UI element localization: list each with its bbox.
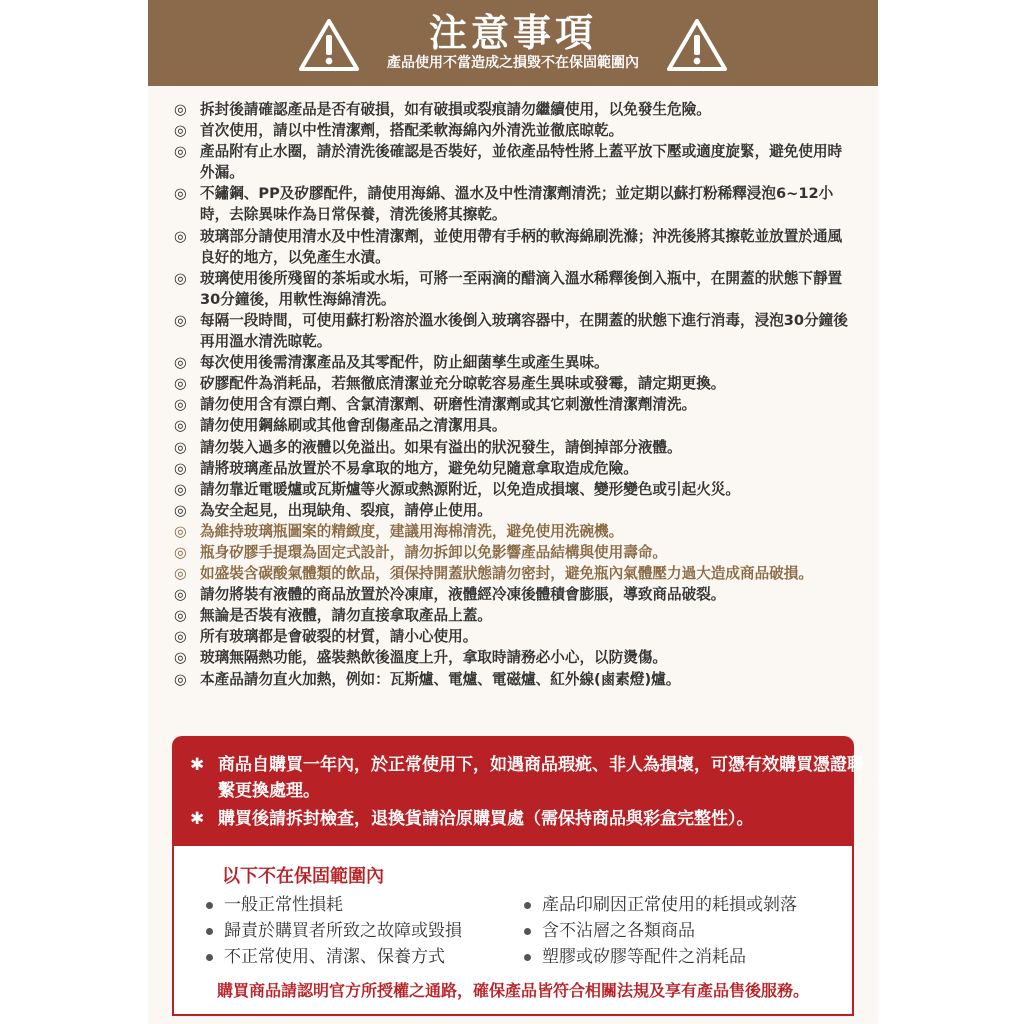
precaution-item bbox=[174, 120, 854, 141]
precaution-text: 首次使用，請以中性清潔劑，搭配柔軟海綿內外清洗並徹底晾乾。 bbox=[200, 122, 624, 140]
authorized-channel-note: 購買商品請認明官方所授權之通路，確保產品皆符合相關法規及享有產品售後服務。 bbox=[216, 981, 809, 1000]
exclusion-text: 不正常使用、清潔、保養方式 bbox=[224, 947, 445, 967]
precaution-item bbox=[174, 479, 854, 500]
precaution-text: 玻璃無隔熱功能，盛裝熱飲後溫度上升，拿取時請務必小心，以防燙傷。 bbox=[200, 649, 668, 667]
precaution-item bbox=[174, 310, 854, 352]
circle-marker-icon: ◎ bbox=[174, 311, 187, 329]
precaution-text: 為安全起見，出現缺角、裂痕，請停止使用。 bbox=[200, 501, 492, 519]
precaution-item bbox=[174, 669, 854, 690]
asterisk-icon: ✱ bbox=[190, 809, 205, 829]
precaution-item bbox=[174, 183, 854, 225]
exclusion-text: 含不沾層之各類商品 bbox=[542, 921, 695, 941]
warranty-item bbox=[190, 806, 868, 832]
precaution-item bbox=[174, 373, 854, 394]
precaution-item bbox=[174, 647, 854, 668]
exclusion-text: 產品印刷因正常使用的耗損或剝落 bbox=[542, 895, 797, 915]
precaution-item bbox=[174, 99, 854, 120]
header-banner bbox=[148, 0, 878, 86]
circle-marker-icon: ◎ bbox=[174, 101, 187, 118]
exclusion-item bbox=[522, 892, 797, 918]
warranty-item-text: 商品自購買一年內，於正常使用下，如遇商品瑕疵、非人為損壞，可憑有效購買憑證聯繫更換處理。 bbox=[218, 755, 864, 801]
precaution-item bbox=[174, 437, 854, 458]
precaution-text: 如盛裝含碳酸氣體類的飲品，須保持開蓋狀態請勿密封，避免瓶內氣體壓力過大造成商品破損。 bbox=[200, 565, 813, 583]
exclusion-item bbox=[204, 918, 462, 944]
warranty-item-text: 購買後請拆封檢查，退換貨請洽原購買處（需保持商品與彩盒完整性）。 bbox=[218, 809, 754, 829]
circle-marker-icon: ◎ bbox=[174, 480, 187, 498]
precaution-item bbox=[174, 226, 854, 268]
asterisk-icon: ✱ bbox=[190, 755, 205, 775]
circle-marker-icon: ◎ bbox=[174, 143, 187, 161]
circle-marker-icon: ◎ bbox=[174, 607, 187, 625]
precaution-item bbox=[174, 141, 854, 183]
bullet-icon bbox=[524, 928, 531, 935]
precaution-text: 本產品請勿直火加熱，例如：瓦斯爐、電爐、電磁爐、紅外線(鹵素燈)爐。 bbox=[200, 670, 681, 688]
exclusions-right-column bbox=[522, 892, 797, 970]
bullet-icon bbox=[524, 902, 531, 909]
exclusion-text: 塑膠或矽膠等配件之消耗品 bbox=[542, 947, 746, 967]
precaution-text: 不鏽鋼、PP及矽膠配件，請使用海綿、溫水及中性清潔劑清洗；並定期以蘇打粉稀釋浸泡6~12小時，去除異味作為日常保養，清洗後將其擦乾。 bbox=[200, 185, 834, 224]
precaution-text: 產品附有止水圈，請於清洗後確認是否裝好，並依產品特性將上蓋平放下壓或適度旋緊，避免使用時外漏。 bbox=[200, 143, 843, 182]
circle-marker-icon: ◎ bbox=[174, 459, 187, 477]
notice-card bbox=[148, 0, 878, 1024]
precaution-text: 請勿靠近電暖爐或瓦斯爐等火源或熱源附近，以免造成損壞、變形變色或引起火災。 bbox=[200, 480, 740, 498]
exclusion-item bbox=[522, 918, 797, 944]
precaution-text: 請勿將裝有液體的商品放置於冷凍庫，液體經冷凍後體積會膨脹，導致商品破裂。 bbox=[200, 586, 726, 604]
precaution-item bbox=[174, 542, 854, 563]
precaution-text: 請將玻璃產品放置於不易拿取的地方，避免幼兒隨意拿取造成危險。 bbox=[200, 459, 638, 477]
exclusions-panel bbox=[172, 846, 854, 1016]
circle-marker-icon: ◎ bbox=[174, 396, 187, 414]
exclusion-text: 歸責於購買者所致之故障或毀損 bbox=[224, 921, 462, 941]
circle-marker-icon: ◎ bbox=[174, 269, 187, 287]
circle-marker-icon: ◎ bbox=[174, 565, 187, 583]
circle-marker-icon: ◎ bbox=[174, 375, 187, 393]
precaution-text: 拆封後請確認產品是否有破損，如有破損或裂痕請勿繼續使用，以免發生危險。 bbox=[200, 101, 711, 118]
exclusions-left-column bbox=[204, 892, 462, 970]
circle-marker-icon: ◎ bbox=[174, 501, 187, 519]
precaution-item bbox=[174, 584, 854, 605]
circle-marker-icon: ◎ bbox=[174, 122, 187, 140]
page-title: 注意事項 bbox=[428, 11, 597, 55]
precaution-text: 矽膠配件為消耗品，若無徹底清潔並充分晾乾容易產生異味或發霉，請定期更換。 bbox=[200, 375, 726, 393]
bullet-icon bbox=[206, 954, 213, 961]
precaution-item bbox=[174, 626, 854, 647]
exclusions-heading: 以下不在保固範圍內 bbox=[222, 866, 384, 887]
precaution-item bbox=[174, 521, 854, 542]
bullet-icon bbox=[524, 954, 531, 961]
warranty-panel bbox=[172, 736, 864, 846]
precaution-text: 請勿使用鋼絲刷或其他會刮傷產品之清潔用具。 bbox=[200, 417, 507, 435]
precaution-text: 玻璃使用後所殘留的茶垢或水垢，可將一至兩滴的醋滴入溫水稀釋後倒入瓶中，在開蓋的狀態下靜置30分鐘後，用軟性海綿清洗。 bbox=[200, 269, 843, 308]
precaution-text: 每次使用後需清潔產品及其零配件，防止細菌孳生或產生異味。 bbox=[200, 354, 609, 372]
circle-marker-icon: ◎ bbox=[174, 628, 187, 646]
exclusion-item bbox=[204, 944, 462, 970]
precaution-item bbox=[174, 458, 854, 479]
bullet-icon bbox=[206, 928, 213, 935]
circle-marker-icon: ◎ bbox=[174, 522, 187, 540]
exclusion-item bbox=[204, 892, 462, 918]
exclusion-text: 一般正常性損耗 bbox=[224, 895, 343, 915]
precaution-text: 所有玻璃都是會破裂的材質，請小心使用。 bbox=[200, 628, 478, 646]
precaution-item bbox=[174, 394, 854, 415]
warranty-item bbox=[190, 752, 868, 804]
precautions-list bbox=[174, 99, 854, 690]
precaution-text: 每隔一段時間，可使用蘇打粉溶於溫水後倒入玻璃容器中，在開蓋的狀態下進行消毒，浸泡30分鐘後再用溫水清洗晾乾。 bbox=[200, 311, 848, 351]
circle-marker-icon: ◎ bbox=[174, 354, 187, 372]
precaution-item bbox=[174, 268, 854, 310]
circle-marker-icon: ◎ bbox=[174, 649, 187, 667]
bullet-icon bbox=[206, 902, 213, 909]
warning-triangle-icon bbox=[666, 18, 728, 72]
precaution-text: 請勿裝入過多的液體以免溢出。如果有溢出的狀況發生，請倒掉部分液體。 bbox=[200, 438, 682, 456]
exclusion-item bbox=[522, 944, 797, 970]
circle-marker-icon: ◎ bbox=[174, 586, 187, 604]
precaution-text: 無論是否裝有液體，請勿直接拿取產品上蓋。 bbox=[200, 607, 492, 625]
circle-marker-icon: ◎ bbox=[174, 417, 187, 435]
precaution-item bbox=[174, 605, 854, 626]
precaution-text: 為維持玻璃瓶圖案的精緻度，建議用海棉清洗，避免使用洗碗機。 bbox=[200, 522, 624, 540]
circle-marker-icon: ◎ bbox=[174, 670, 187, 688]
circle-marker-icon: ◎ bbox=[174, 227, 187, 245]
precaution-item bbox=[174, 500, 854, 521]
circle-marker-icon: ◎ bbox=[174, 438, 187, 456]
precaution-item bbox=[174, 563, 854, 584]
page-subtitle: 產品使用不當造成之損毀不在保固範圍內 bbox=[387, 55, 639, 71]
precaution-item bbox=[174, 415, 854, 436]
precaution-text: 瓶身矽膠手提環為固定式設計，請勿拆卸以免影響產品結構與使用壽命。 bbox=[200, 543, 668, 561]
circle-marker-icon: ◎ bbox=[174, 185, 187, 203]
precaution-text: 請勿使用含有漂白劑、含氯清潔劑、研磨性清潔劑或其它刺激性清潔劑清洗。 bbox=[200, 396, 697, 414]
precaution-item bbox=[174, 352, 854, 373]
precaution-text: 玻璃部分請使用清水及中性清潔劑，並使用帶有手柄的軟海綿刷洗滌；沖洗後將其擦乾並放置於通風良好的地方，以免產生水漬。 bbox=[200, 227, 843, 266]
circle-marker-icon: ◎ bbox=[174, 543, 187, 561]
